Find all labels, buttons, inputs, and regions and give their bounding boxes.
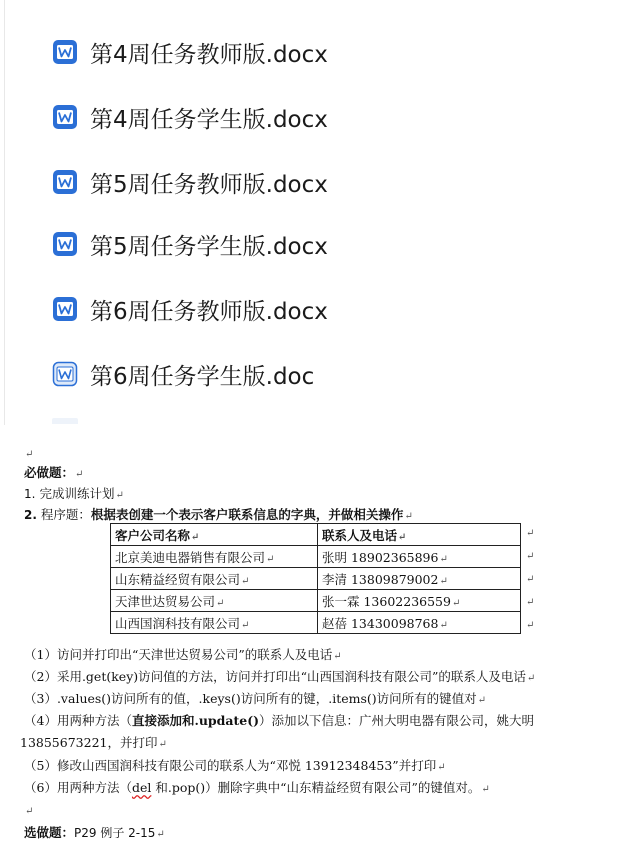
file-name: 第4周任务教师版.docx [90, 41, 328, 68]
file-item[interactable] [52, 95, 328, 139]
question-6: （6）用两种方法（del 和.pop()）删除字典中“山东精益经贸有限公司”的键值对。↵ [24, 780, 490, 795]
word-doc-icon [52, 296, 78, 322]
table-cell: 张明 18902365896↵ [318, 546, 521, 568]
table-cell: 张一霖 13602236559↵ [318, 590, 521, 612]
table-header-row [111, 524, 521, 546]
word-doc-icon [52, 231, 78, 257]
table-cell: 天津世达贸易公司↵ [111, 590, 318, 612]
task-bold-text: 根据表创建一个表示客户联系信息的字典，并做相关操作 [90, 507, 404, 522]
word-doc-icon [52, 39, 78, 65]
question-4: （4）用两种方法（直接添加和.update()）添加以下信息：广州大明电器有限公司，姚大明 [24, 713, 535, 728]
file-item[interactable] [52, 352, 314, 396]
file-item[interactable] [52, 287, 328, 331]
empty-paragraph [24, 445, 33, 460]
table-cell: 赵蓓 13430098768↵ [318, 612, 521, 634]
file-list [0, 0, 640, 425]
task-label: 程序题： [40, 507, 91, 522]
question-1: （1）访问并打印出“天津世达贸易公司”的联系人及电话↵ [24, 647, 342, 662]
file-item[interactable] [52, 160, 328, 204]
task-item-2 [24, 505, 413, 523]
file-item[interactable] [52, 30, 328, 74]
task-text: 完成训练计划 [39, 486, 115, 501]
optional-line: 选做题：P29 例子 2-15↵ [24, 825, 165, 840]
optional-text: P29 例子 2-15 [74, 826, 156, 840]
partial-file-icon [52, 418, 78, 424]
table-cell: 北京美迪电器销售有限公司↵ [111, 546, 318, 568]
file-name: 第5周任务教师版.docx [90, 171, 328, 198]
file-name: 第5周任务学生版.docx [90, 233, 328, 260]
file-name: 第6周任务学生版.doc [90, 363, 315, 390]
optional-heading: 选做题： [24, 825, 75, 840]
row-end-mark: ↵ [526, 597, 535, 608]
table-row [111, 590, 521, 612]
word-doc-icon [52, 169, 78, 195]
question-5: （5）修改山西国润科技有限公司的联系人为“邓悦 13912348453”并打印↵ [24, 758, 446, 773]
paragraph-mark: ↵ [404, 511, 413, 522]
document-page [0, 425, 640, 853]
spellcheck-word: del [131, 780, 152, 795]
table-row [111, 546, 521, 568]
task-number: 1. [24, 487, 36, 501]
table-header-cell: 联系人及电话↵ [318, 524, 521, 546]
question-2: （2）采用.get(key)访问值的方法，访问并打印出“山西国润科技有限公司”的联系人及电话↵ [24, 669, 536, 684]
paragraph-mark: ↵ [115, 490, 124, 501]
table-row [111, 568, 521, 590]
word-doc-outline-icon [52, 361, 78, 387]
task-number: 2. [24, 508, 37, 522]
file-name: 第6周任务教师版.docx [90, 298, 328, 325]
row-end-mark: ↵ [526, 574, 535, 585]
list-divider [4, 0, 5, 425]
task-item-1 [24, 484, 124, 502]
paragraph-mark: ↵ [75, 469, 84, 480]
paragraph-mark: ↵ [25, 449, 34, 460]
table-cell: 山东精益经贸有限公司↵ [111, 568, 318, 590]
table-header-cell: 客户公司名称↵ [111, 524, 318, 546]
file-name: 第4周任务学生版.docx [90, 106, 328, 133]
row-end-mark: ↵ [526, 620, 535, 631]
table-cell: 李清 13809879002↵ [318, 568, 521, 590]
question-4-continued: 13855673221，并打印↵ [20, 735, 167, 750]
file-item[interactable] [52, 222, 328, 266]
table-cell: 山西国润科技有限公司↵ [111, 612, 318, 634]
required-heading-line [24, 463, 83, 481]
word-doc-icon [52, 104, 78, 130]
empty-paragraph: ↵ [25, 806, 34, 817]
row-end-mark: ↵ [526, 551, 535, 562]
row-end-mark: ↵ [526, 528, 535, 539]
contact-table [110, 523, 521, 634]
required-heading: 必做题： [24, 465, 75, 480]
question-3: （3）.values()访问所有的值，.keys()访问所有的键，.items()访问所有的键值对↵ [24, 691, 487, 706]
table-row [111, 612, 521, 634]
